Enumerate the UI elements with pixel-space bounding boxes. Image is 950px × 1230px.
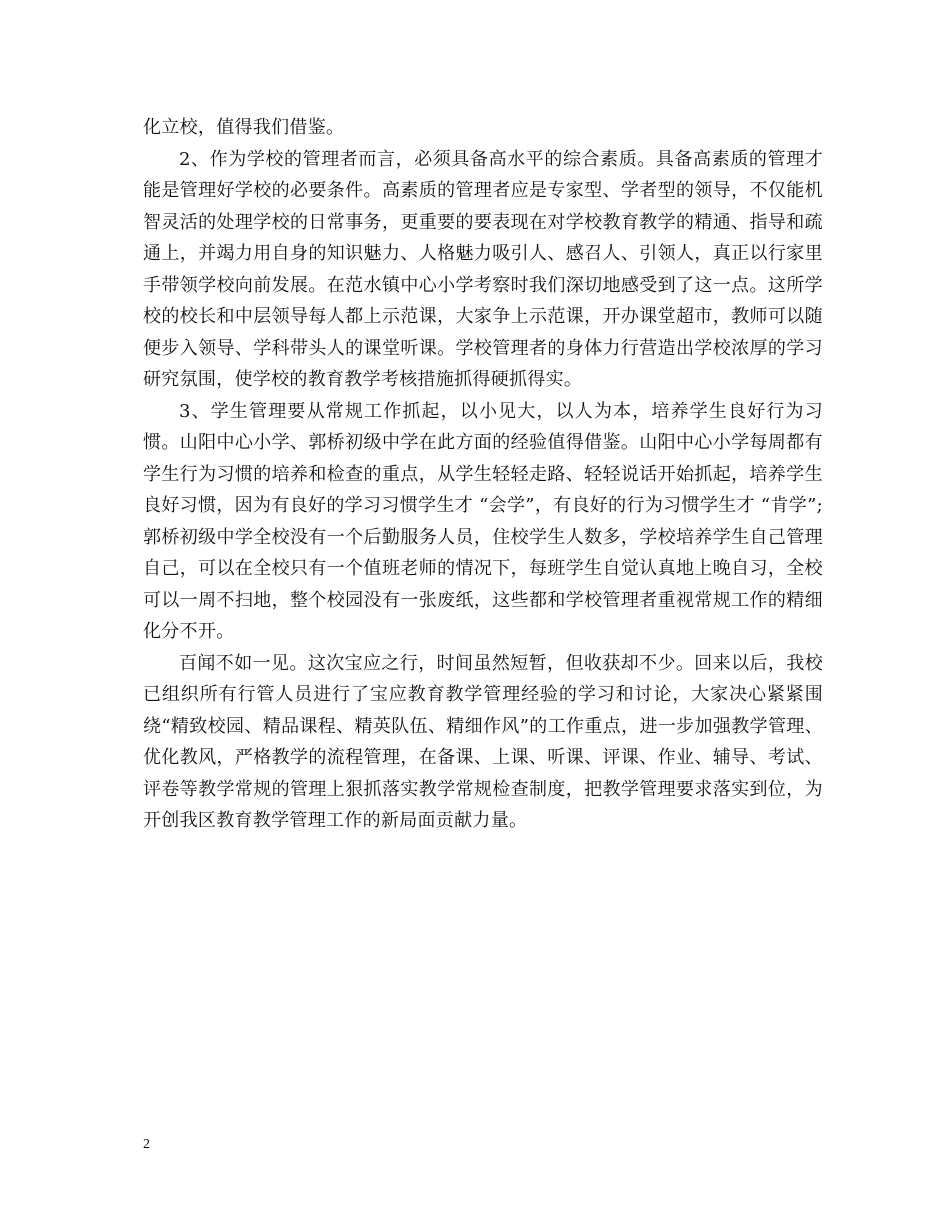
page-number: 2 [143, 1137, 150, 1152]
document-body [143, 112, 823, 837]
paragraph-conclusion: 百闻不如一见。这次宝应之行，时间虽然短暂，但收获却不少。回来以后，我校已组织所有行管人员进行了宝应教育教学管理经验的学习和讨论，大家决心紧紧围绕“精致校园、精品课程、精英队伍、精细作风”的工作重点，进一步加强教学管理、优化教风，严格教学的流程管理，在备课、上课、听课、评课、作业、辅导、考试、评卷等教学常规的管理上狠抓落实教学常规检查制度，把教学管理要求落实到位，为开创我区教育教学管理工作的新局面贡献力量。 [143, 652, 823, 831]
paragraph-student-management: 3、学生管理要从常规工作抓起，以小见大，以人为本，培养学生良好行为习惯。山阳中心小学、郭桥初级中学在此方面的经验值得借鉴。山阳中心小学每周都有学生行为习惯的培养和检查的重点，从学生轻轻走路、轻轻说话开始抓起，培养学生良好习惯，因为有良好的学习习惯学生才 “会学”，有良好的行为习惯学生才 “肯学”;郭桥初级中学全校没有一个后勤服务人员，住校学生人数多，学校培养学生自己管理自己，可以在全校只有一个值班老师的情况下，每班学生自觉认真地上晚自习，全校可以一周不扫地，整个校园没有一张废纸，这些都和学校管理者重视常规工作的精细化分不开。 [143, 400, 823, 642]
paragraph-management-quality: 2、作为学校的管理者而言，必须具备高水平的综合素质。具备高素质的管理才能是管理好学校的必要条件。高素质的管理者应是专家型、学者型的领导，不仅能机智灵活的处理学校的日常事务，更重要的要表现在对学校教育教学的精通、指导和疏通上，并竭力用自身的知识魅力、人格魅力吸引人、感召人、引领人，真正以行家里手带领学校向前发展。在范水镇中心小学考察时我们深切地感受到了这一点。这所学校的校长和中层领导每人都上示范课，大家争上示范课，开办课堂超市，教师可以随便步入领导、学科带头人的课堂听课。学校管理者的身体力行营造出学校浓厚的学习研究氛围，使学校的教育教学考核措施抓得硬抓得实。 [143, 148, 823, 390]
paragraph-continuation: 化立校，值得我们借鉴。 [143, 117, 345, 138]
